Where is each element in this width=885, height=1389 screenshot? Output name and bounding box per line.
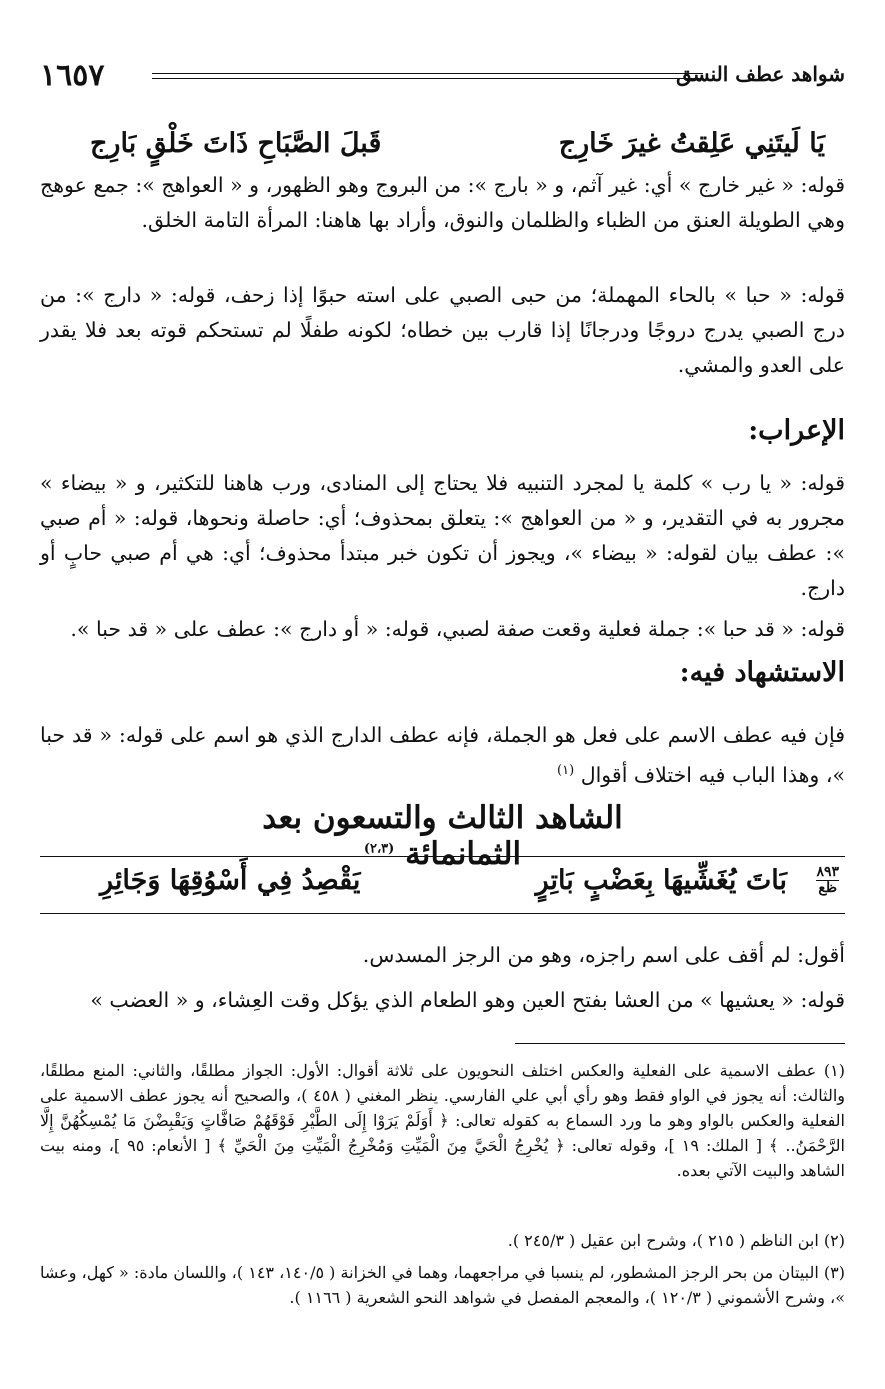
verse-2-right-hemistich: بَاتَ يُغَشِّيهَا بِعَضْبٍ بَاتِرٍ	[535, 865, 787, 896]
footnote-separator	[515, 1043, 845, 1044]
heading-istishhad: الاستشهاد فيه:	[679, 657, 845, 688]
running-title: شواهد عطف النسق	[676, 62, 845, 86]
header-rule	[152, 73, 703, 79]
footnote-2: (٢) ابن الناظم ( ٢١٥ )، وشرح ابن عقيل ( ٢٤٥/٣ ).	[507, 1231, 845, 1250]
paragraph-4: قوله: « قد حبا »: جملة فعلية وقعت صفة لصبي، قوله: « أو دارج »: عطف على « قد حبا ».	[70, 617, 845, 641]
verse-number	[816, 865, 839, 896]
verse-1-right-hemistich: يَا لَيتَنِي عَلِقتُ غيرَ خَارِج	[558, 128, 825, 159]
verse-number-value: ٨٩٣	[816, 864, 839, 880]
verse-1-left-hemistich: قَبلَ الصَّبَاحِ ذَاتَ خَلْقٍ بَارِج	[90, 128, 382, 159]
paragraph-6: أقول: لم أقف على اسم راجزه، وهو من الرجز المسدس.	[362, 943, 845, 967]
paragraph-7: قوله: « يعشيها » من العشا بفتح العين وهو الطعام الذي يؤكل وقت العِشاء، و « العضب »	[90, 988, 845, 1012]
footnote-ref-2-3: (٢،٣)	[363, 841, 395, 857]
footnote-ref-1: (١)	[557, 763, 575, 778]
heading-irab: الإعراب:	[748, 415, 845, 446]
verse-box-2	[40, 856, 845, 914]
paragraph-2: قوله: « حبا » بالحاء المهملة؛ من حبى الصبي على استه حبوًا إذا زحف، قوله: « دارج »: من درج الصبي يدرج دروجًا ودرجانًا إذا قارب بين خطاه؛ لكونه طفلًا لم تستحكم قوته بعد فلا يقدر على العدو والمشي.	[40, 283, 845, 377]
footnote-1: (١) عطف الاسمية على الفعلية والعكس اختلف النحويون على ثلاثة أقوال: الأول: الجواز مطلقًا، والثاني: المنع مطلقًا، والثالث: أنه يجوز في الواو فقط وهو رأي أبي علي الفارسي. ينظر المغني ( ٤٥٨ )، والصحيح أنه يجوز عطف الاسمية على الفعلية والعكس بالواو وهو ما ورد السماع به كقوله تعالى: ﴿ أَوَلَمْ يَرَوْا إِلَى الطَّيْرِ فَوْقَهُمْ صَافَّاتٍ وَيَقْبِضْنَ مَا يُمْسِكُهُنَّ إِلَّا الرَّحْمَنُ.. ﴾ [ الملك: ١٩ ]، وقوله تعالى: ﴿ يُخْرِجُ الْحَيَّ مِنَ الْمَيِّتِ وَمُخْرِجُ الْمَيِّتِ مِنَ الْحَيِّ ﴾ [ الأنعام: ٩٥ ]، ومنه بيت الشاهد والبيت الآتي بعده.	[40, 1061, 845, 1180]
section-title-text: الشاهد الثالث والتسعون بعد الثمانمائة	[262, 800, 623, 872]
verse-number-sub: ظع	[818, 880, 838, 896]
paragraph-3: قوله: « يا رب » كلمة يا لمجرد التنبيه فلا يحتاج إلى المنادى، ورب هاهنا للتكثير، و « بيضاء » مجرور به في التقدير، و « من العواهج »: يتعلق بمحذوف؛ أي: حاصلة ونحوها، قوله: « أم صبي »: عطف بيان لقوله: « بيضاء »، ويجوز أن تكون خبر مبتدأ محذوف؛ أي: هي أم صبي حابٍ أو دارج.	[40, 471, 845, 600]
footnote-3: (٣) البيتان من بحر الرجز المشطور، لم ينسبا في مراجعهما، وهما في الخزانة ( ١٤٠/٥، ١٤٣ )، واللسان مادة: « كهل، وعشا »، وشرح الأشموني ( ١٢٠/٣ )، والمعجم المفصل في شواهد النحو الشعرية ( ١١٦٦ ).	[40, 1263, 846, 1307]
verse-2-left-hemistich: يَقْصِدُ فِي أَسْوُقِهَا وَجَائِرِ	[100, 865, 361, 896]
verse-line-2	[100, 865, 787, 911]
page-number: ١٦٥٧	[40, 58, 105, 93]
paragraph-5	[40, 718, 845, 793]
paragraph-1: قوله: « غير خارج » أي: غير آثم، و « بارج »: من البروج وهو الظهور، و « العواهج »: جمع عوهج وهي الطويلة العنق من الظباء والظلمان والنوق، وأراد بها هاهنا: المرأة التامة الخلق.	[40, 173, 845, 232]
paragraph-5-text: فإن فيه عطف الاسم على فعل هو الجملة، فإنه عطف الدارج الذي هو اسم على قوله: « قد حبا »، وهذا الباب فيه اختلاف أقوال	[40, 723, 845, 787]
page-header	[40, 58, 845, 94]
